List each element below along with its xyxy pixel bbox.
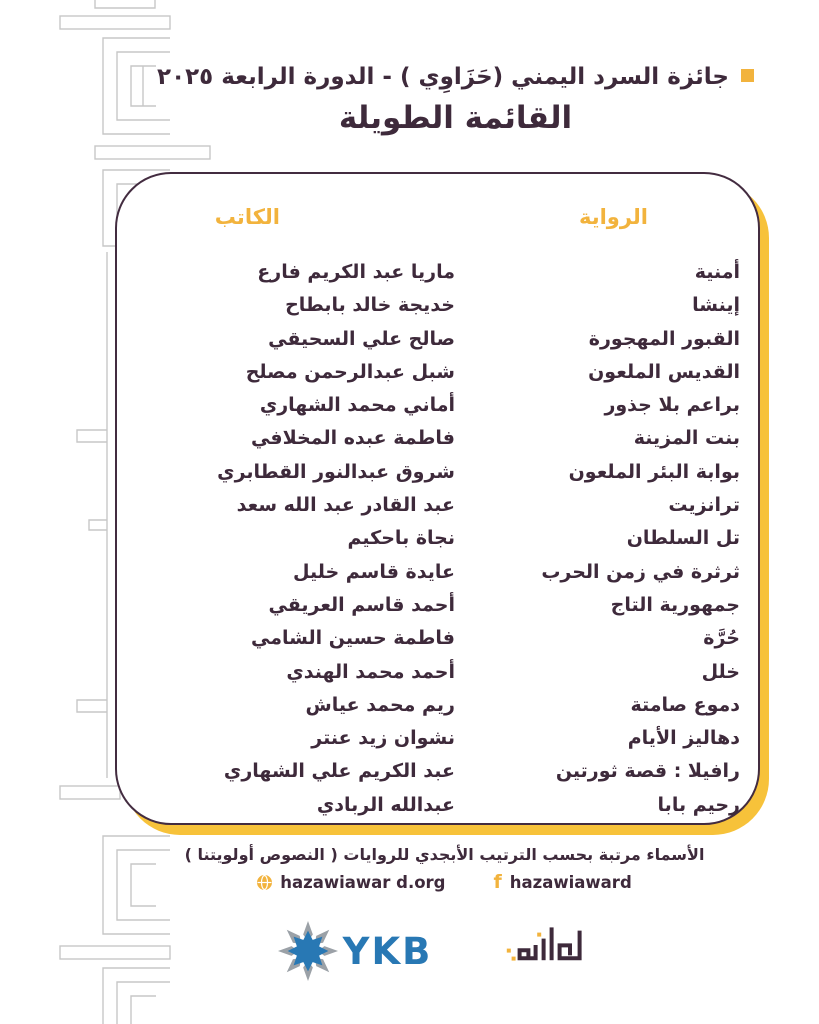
- page-title: القائمة الطويلة: [338, 100, 573, 136]
- writer-cell: ريم محمد عياش: [305, 693, 455, 716]
- novel-cell: تل السلطان: [626, 527, 740, 550]
- novel-cell: بنت المزينة: [633, 427, 740, 450]
- facebook-icon: f: [493, 871, 502, 893]
- website-text: hazawiawar d.org: [280, 873, 446, 892]
- longlist-card: [115, 172, 760, 825]
- globe-icon: [257, 875, 272, 890]
- novel-cell: بوابة البئر الملعون: [568, 460, 740, 483]
- writer-cell: خديجة خالد بابطاح: [285, 294, 455, 317]
- novel-cell: حُرَّة: [703, 627, 740, 650]
- longlist-table: [135, 200, 740, 822]
- links-row: [125, 873, 764, 892]
- facebook-link[interactable]: [494, 873, 632, 892]
- novel-cell: دهاليز الأيام: [627, 727, 740, 750]
- novel-column-header: الرواية: [578, 205, 648, 229]
- facebook-text: hazawiaward: [509, 873, 632, 892]
- writer-cell: عبدالله الربادي: [316, 793, 455, 816]
- writer-cell: أحمد محمد الهندي: [286, 660, 455, 683]
- novel-cell: رافيلا : قصة ثورتين: [555, 760, 740, 783]
- novel-cell: رحيم بابا: [657, 793, 740, 816]
- novel-cell: براعم بلا جذور: [604, 394, 740, 417]
- sorting-note: الأسماء مرتبة بحسب الترتيب الأبجدي للروايات ( النصوص أولويتنا ): [184, 845, 705, 864]
- writer-cell: فاطمة حسين الشامي: [251, 627, 455, 650]
- writer-cell: نشوان زيد عنتر: [311, 727, 455, 750]
- writer-cell: شبل عبدالرحمن مصلح: [245, 360, 455, 383]
- writer-cell: شروق عبدالنور القطابري: [217, 460, 455, 483]
- novel-cell: خلل: [701, 660, 740, 683]
- ykb-logo: [277, 920, 433, 982]
- writer-cell: ماريا عبد الكريم فارع: [257, 261, 455, 283]
- novel-cell: دموع صامتة: [630, 693, 740, 716]
- novel-cell: القديس الملعون: [588, 360, 740, 383]
- logos-row: [40, 920, 819, 982]
- writer-cell: فاطمة عبده المخلافي: [250, 427, 455, 450]
- writer-cell: أحمد قاسم العريقي: [268, 593, 455, 616]
- writer-cell: نجاة باحكيم: [347, 527, 455, 550]
- novel-cell: إينشا: [692, 294, 740, 317]
- novel-cell: ترانزيت: [668, 494, 740, 517]
- eight-point-star-icon: [277, 920, 339, 982]
- award-title: [120, 64, 791, 90]
- writer-cell: أماني محمد الشهاري: [259, 394, 455, 417]
- header: [120, 64, 791, 136]
- writer-column-header: الكاتب: [214, 205, 280, 229]
- website-link[interactable]: [257, 873, 445, 892]
- novel-cell: أمنية: [694, 261, 740, 283]
- writer-cell: عبد القادر عبد الله سعد: [236, 494, 455, 517]
- ykb-logo-text: YKB: [342, 929, 433, 973]
- novel-cell: ثرثرة في زمن الحرب: [541, 560, 740, 583]
- award-title-text: جائزة السرد اليمني (حَزَاوِي ) - الدورة الرابعة ٢٠٢٥: [157, 64, 729, 90]
- square-bullet-icon: [741, 69, 754, 82]
- writer-cell: عايدة قاسم خليل: [293, 560, 455, 583]
- novel-cell: جمهورية التاج: [610, 593, 740, 616]
- writer-cell: صالح علي السحيقي: [268, 327, 455, 350]
- novel-cell: القبور المهجورة: [588, 327, 740, 350]
- kufic-wordmark-icon: [502, 922, 582, 980]
- writer-cell: عبد الكريم علي الشهاري: [223, 760, 455, 783]
